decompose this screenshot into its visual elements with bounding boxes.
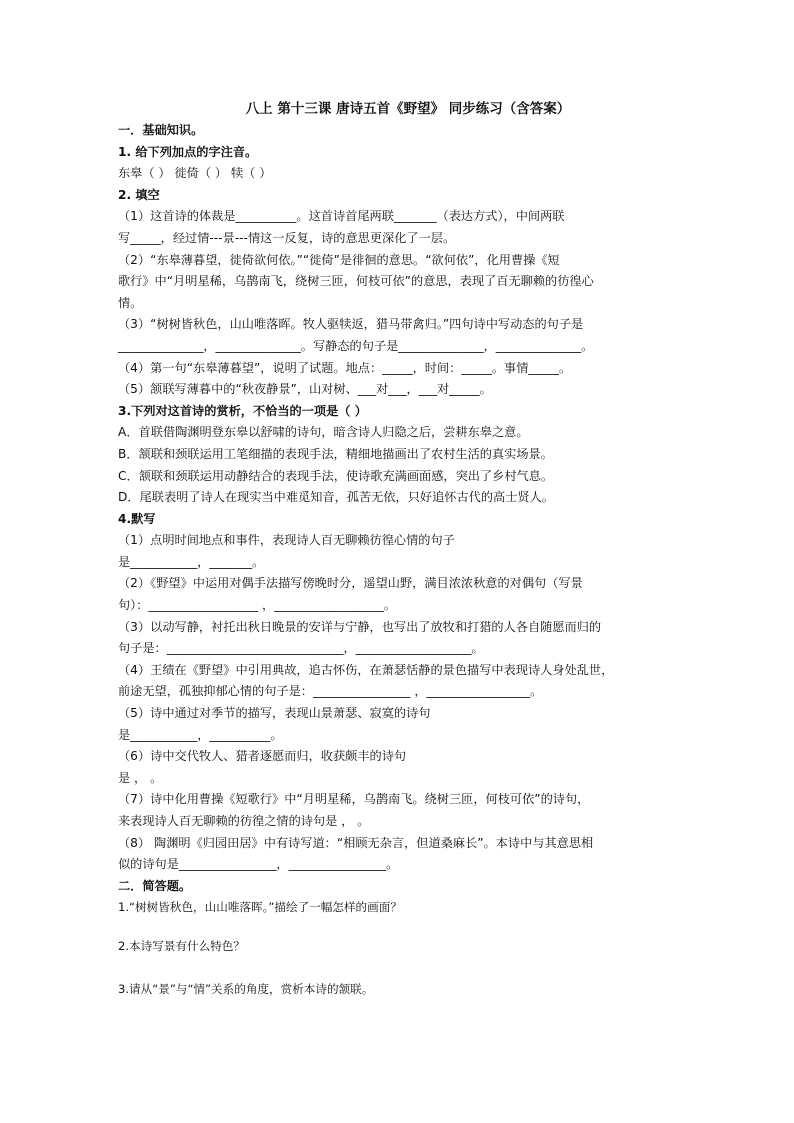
fill-item-2a: （2）“东皋薄暮望，徙倚欲何依。”“徙倚”是徘徊的意思。“欲何依”，化用曹操《短 <box>118 252 560 267</box>
dictation-7b: 来表现诗人百无聊赖的彷徨之情的诗句是 ， 。 <box>118 814 370 828</box>
fill-item-1a: （1）这首诗的体裁是__________。这首诗首尾两联_______（表达方式），中间两联 <box>118 209 565 224</box>
dictation-3a: （3）以动写静，衬托出秋日晚景的安详与宁静，也写出了放牧和打猎的人各自随愿而归的 <box>118 619 602 634</box>
worksheet-title: 八上 第十三课 唐诗五首《野望》 同步练习（含答案） <box>245 101 571 117</box>
worksheet <box>118 98 678 1000</box>
answer-space-1 <box>118 919 678 936</box>
choice-c: C．颔联和颈联运用动静结合的表现手法，使诗歌充满画面感，突出了乡村气息。 <box>118 468 554 483</box>
question-heading-appreciation: 3.下列对这首诗的赏析，不恰当的一项是（ ） <box>118 403 367 418</box>
question-heading-fill: 2. 填空 <box>118 187 160 202</box>
dictation-2b: 句）：__________________ ，__________________。 <box>118 598 397 613</box>
dictation-7a: （7）诗中化用曹操《短歌行》中“月明星稀，乌鹊南飞。绕树三匝，何枝可依”的诗句， <box>118 792 590 807</box>
dictation-8a: （8） 陶渊明《归园田居》中有诗写道：“相顾无杂言，但道桑麻长”。本诗中与其意思相 <box>118 835 594 850</box>
short-answer-3: 3.请从“景”与“情”关系的角度，赏析本诗的颔联。 <box>118 981 374 996</box>
fill-item-2b: 歌行》中“月明星稀，乌鹊南飞，绕树三匝，何枝可依”的意思，表现了百无聊赖的彷徨心 <box>118 274 594 289</box>
section-heading-basics: 一．基础知识。 <box>118 123 204 137</box>
dictation-6b: 是 ， 。 <box>118 770 163 785</box>
section-heading-short-answer: 二．简答题。 <box>118 878 192 893</box>
answer-space-2 <box>118 958 678 979</box>
short-answer-1: 1.“树树皆秋色，山山唯落晖。”描绘了一幅怎样的画面？ <box>118 900 402 915</box>
fill-item-3b: ______________，______________。写静态的句子是______________，______________。 <box>118 338 594 353</box>
fill-item-4: （4）第一句“东皋薄暮望”，说明了试题。地点：_____，时间：_____。事情_____。 <box>118 360 572 375</box>
fill-item-2c: 情。 <box>118 295 143 310</box>
dictation-2a: （2）《野望》中运用对偶手法描写傍晚时分，遥望山野，满目浓浓秋意的对偶句（写景 <box>118 576 583 591</box>
question-heading-pinyin: 1. 给下列加点的字注音。 <box>118 144 258 159</box>
dictation-4a: （4）王绩在《野望》中引用典故，追古怀伤，在萧瑟恬静的景色描写中表现诗人身处乱世， <box>118 662 614 677</box>
fill-item-5: （5）颔联写薄暮中的“秋夜静景”，山对树、___对___，___对_____。 <box>118 382 492 397</box>
short-answer-2: 2.本诗写景有什么特色？ <box>118 938 245 953</box>
dictation-5a: （5）诗中通过对季节的描写，表现山景萧瑟、寂寞的诗句 <box>118 706 431 721</box>
pinyin-blanks: 东皋（ ） 徙倚（ ） 犊（ ） <box>118 166 272 181</box>
dictation-1b: 是___________，_______。 <box>118 554 265 569</box>
choice-b: B．颔联和颈联运用工笔细描的表现手法，精细地描画出了农村生活的真实场景。 <box>118 446 553 461</box>
dictation-8b: 似的诗句是________________，________________。 <box>118 857 399 872</box>
fill-item-3a: （3）“树树皆秋色，山山唯落晖。牧人驱犊返，猎马带禽归。”四句诗中写动态的句子是 <box>118 317 584 332</box>
dictation-5b: 是___________，__________。 <box>118 727 283 742</box>
choice-d: D．尾联表明了诗人在现实当中难觅知音，孤苦无依，只好追怀古代的高士贤人。 <box>118 490 554 505</box>
dictation-1a: （1）点明时间地点和事件，表现诗人百无聊赖彷徨心情的句子 <box>118 533 455 548</box>
question-heading-dictation: 4.默写 <box>118 511 156 526</box>
dictation-3b: 句子是：_____________________________，___________________。 <box>118 641 484 656</box>
fill-item-1b: 写_____，经过情---景---情这一反复，诗的意思更深化了一层。 <box>118 230 456 245</box>
choice-a: A．首联借陶渊明登东皋以舒啸的诗句，暗含诗人归隐之后，尝耕东皋之意。 <box>118 425 529 440</box>
dictation-6a: （6）诗中交代牧人、猎者逐愿而归，收获颇丰的诗句 <box>118 749 407 764</box>
dictation-4b: 前途无望，孤独抑郁心情的句子是：________________ ，_________________。 <box>118 684 543 699</box>
